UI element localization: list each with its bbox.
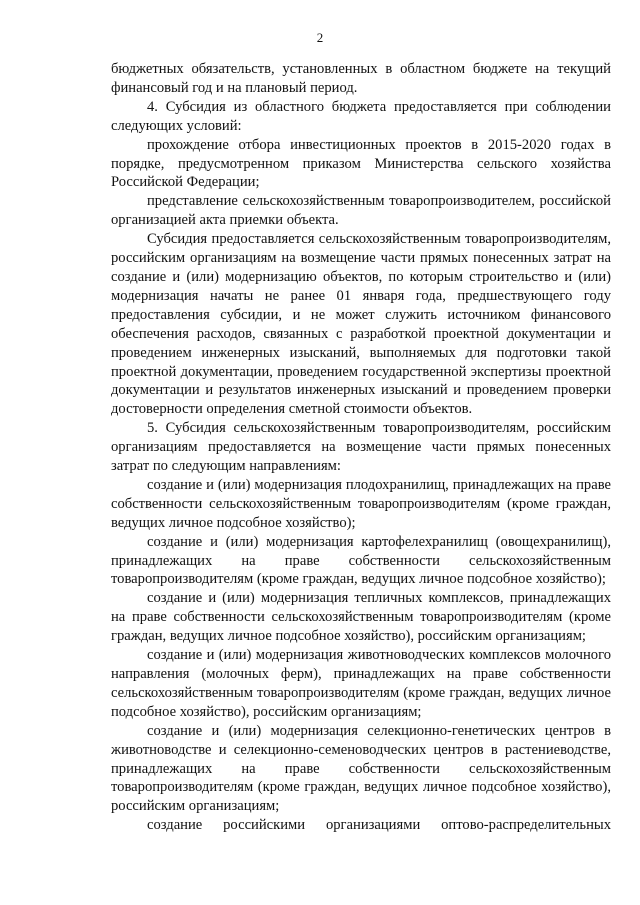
paragraph-5-directions: 5. Субсидия сельскохозяйственным товаропроизводителям, российским организациям предоставляется на возмещение части прямых понесенных затрат по следующим направлениям:	[111, 420, 611, 475]
paragraph-condition-selection: прохождение отбора инвестиционных проектов в 2015-2020 годах в порядке, предусмотренном приказом Министерства сельского хозяйства Российской Федерации;	[111, 136, 611, 191]
paragraph-budget-obligations: бюджетных обязательств, установленных в областном бюджете на текущий финансовый год и на плановый период.	[111, 61, 611, 96]
list-item-potato-storage: создание и (или) модернизация картофелехранилищ (овощехранилищ), принадлежащих на праве собственности сельскохозяйственным товаропроизводителям (кроме граждан, ведущих личное подсобное хозяйство);	[111, 533, 611, 588]
list-item-breeding-centers: создание и (или) модернизация селекционно-генетических центров в животноводстве и селекционно-семеноводческих центров в растениеводстве, принадлежащих на праве собственности сельскохозяйственным товаропроизводителям (кроме граждан, ведущих личное подсобное хозяйство), российским организациям;	[111, 722, 611, 815]
list-item-fruit-storage: создание и (или) модернизация плодохранилищ, принадлежащих на праве собственности сельскохозяйственным товаропроизводителям (кроме граждан, ведущих личное подсобное хозяйство);	[111, 476, 611, 531]
paragraph-condition-acceptance-act: представление сельскохозяйственным товаропроизводителем, российской организацией акта приемки объекта.	[111, 193, 611, 229]
paragraph-subsidy-purpose: Субсидия предоставляется сельскохозяйственным товаропроизводителям, российским организациям на возмещение части прямых понесенных затрат на создание и (или) модернизацию объектов, по которым строительство и (или) модернизация начаты не ранее 01 января года, предшествующего году предоставления субсидии, и не может служить источником финансового обеспечения расходов, связанных с разработкой проектной документации и проведением инженерных изысканий, выполняемых для подготовки такой проектной документации, проведением государственной экспертизы проектной документации и результатов инженерных изысканий и проведением проверки достоверности определения сметной стоимости объектов.	[111, 231, 611, 418]
document-body	[111, 60, 611, 835]
list-item-wholesale-centers: создание российскими организациями оптово-распределительных	[147, 817, 611, 834]
list-item-dairy-complexes: создание и (или) модернизация животноводческих комплексов молочного направления (молочных ферм), принадлежащих на праве собственности сельскохозяйственным товаропроизводителям (кроме граждан, ведущих личное подсобное хозяйство), российским организациям;	[111, 647, 611, 720]
page-number: 2	[316, 30, 324, 45]
list-item-greenhouse-complexes: создание и (или) модернизация тепличных комплексов, принадлежащих на праве собственности сельскохозяйственным товаропроизводителям (кроме граждан, ведущих личное подсобное хозяйство), российским организациям;	[111, 590, 611, 645]
paragraph-4-conditions: 4. Субсидия из областного бюджета предоставляется при соблюдении следующих условий:	[111, 98, 611, 134]
